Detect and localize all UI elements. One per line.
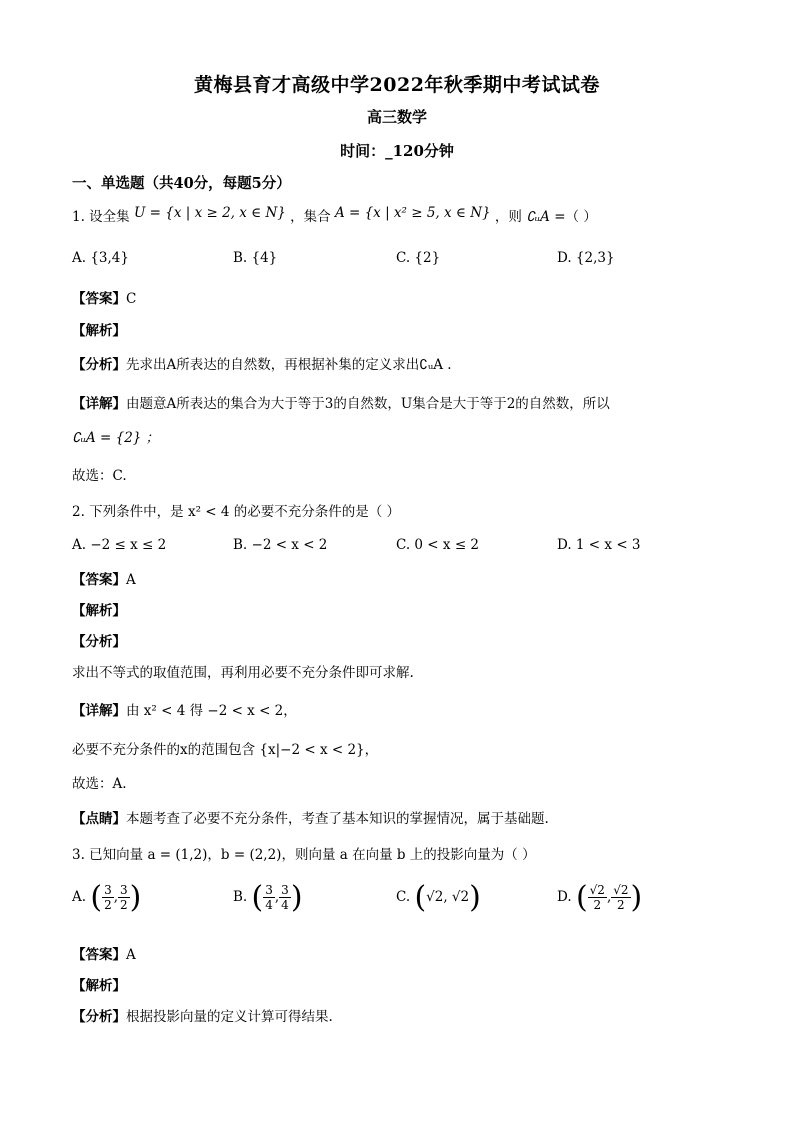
q3-fenxi: 【分析】根据投影向量的定义计算可得结果. xyxy=(72,1009,333,1025)
q2-detail-2: 必要不充分条件的x的范围包含 {x|−2 < x < 2}， xyxy=(72,742,379,758)
q1-option-d: D. {2,3} xyxy=(557,250,615,266)
q1-conclusion: 故选：C. xyxy=(72,468,127,484)
q1-stem: 1. 设全集 U = {x | x ≥ 2, x ∈ N} ，集合 A = {x | x² ≥ 5, x ∈ N} ，则 ∁ᵤA =（ ） xyxy=(72,205,597,225)
q2-stem: 2. 下列条件中，是 x² < 4 的必要不充分条件的是（ ） xyxy=(72,504,401,520)
q2-fenxi-label: 【分析】 xyxy=(72,634,126,650)
q2-analysis-label: 【解析】 xyxy=(72,603,126,619)
q3-option-a: A. ( $\frac{3}{2}$ , $\frac{3}{2}$ ) xyxy=(72,880,142,915)
q2-fenxi-text: 求出不等式的取值范围，再利用必要不充分条件即可求解. xyxy=(72,665,414,681)
q2-option-c: C. 0 < x ≤ 2 xyxy=(396,537,480,553)
page-title: 黄梅县育才高级中学2022年秋季期中考试试卷 xyxy=(194,74,600,96)
q2-answer: 【答案】A xyxy=(72,572,136,588)
page-subtitle: 高三数学 xyxy=(366,108,427,126)
q1-answer: 【答案】C xyxy=(72,291,137,307)
q3-analysis-label: 【解析】 xyxy=(72,978,126,994)
q1-option-a: A. {3,4} xyxy=(72,250,129,266)
q3-answer: 【答案】A xyxy=(72,947,136,963)
q1-detail-result: ∁ᵤA = {2} ； xyxy=(72,430,160,446)
q2-detail: 【详解】由 x² < 4 得 −2 < x < 2， xyxy=(72,703,297,719)
q1-set-a: A = {x | x² ≥ 5, x ∈ N} xyxy=(334,205,491,221)
q1-complement: ∁ᵤA xyxy=(526,209,550,225)
q2-comment: 【点睛】本题考查了必要不充分条件，考查了基本知识的掌握情况，属于基础题. xyxy=(72,811,549,827)
q2-option-d: D. 1 < x < 3 xyxy=(557,537,641,553)
exam-time: 时间：_120分钟 xyxy=(340,142,454,160)
q3-stem: 3. 已知向量 a = (1,2)，b = (2,2)，则向量 a 在向量 b 上的投影向量为（ ） xyxy=(72,847,536,863)
q3-option-c: C. (√2, √2) xyxy=(396,880,481,915)
q1-option-c: C. {2} xyxy=(396,250,441,266)
q3-option-d: D. ( $\frac{√2}{2}$ , $\frac{√2}{2}$ ) xyxy=(557,880,643,915)
q1-set-u: U = {x | x ≥ 2, x ∈ N} xyxy=(133,205,286,221)
q2-option-a: A. −2 ≤ x ≤ 2 xyxy=(72,537,167,553)
section-heading: 一、单选题（共40分，每题5分） xyxy=(72,175,291,192)
q1-option-b: B. {4} xyxy=(233,250,278,266)
q1-analysis-label: 【解析】 xyxy=(72,323,126,339)
q2-conclusion: 故选：A. xyxy=(72,776,127,792)
q3-option-b: B. ( $\frac{3}{4}$ , $\frac{3}{4}$ ) xyxy=(233,880,303,915)
q1-detail: 【详解】由题意A所表达的集合为大于等于3的自然数，U集合是大于等于2的自然数，所以 xyxy=(72,396,610,412)
q2-option-b: B. −2 < x < 2 xyxy=(233,537,328,553)
q1-fenxi: 【分析】先求出A所表达的自然数，再根据补集的定义求出∁ᵤA . xyxy=(72,357,452,373)
